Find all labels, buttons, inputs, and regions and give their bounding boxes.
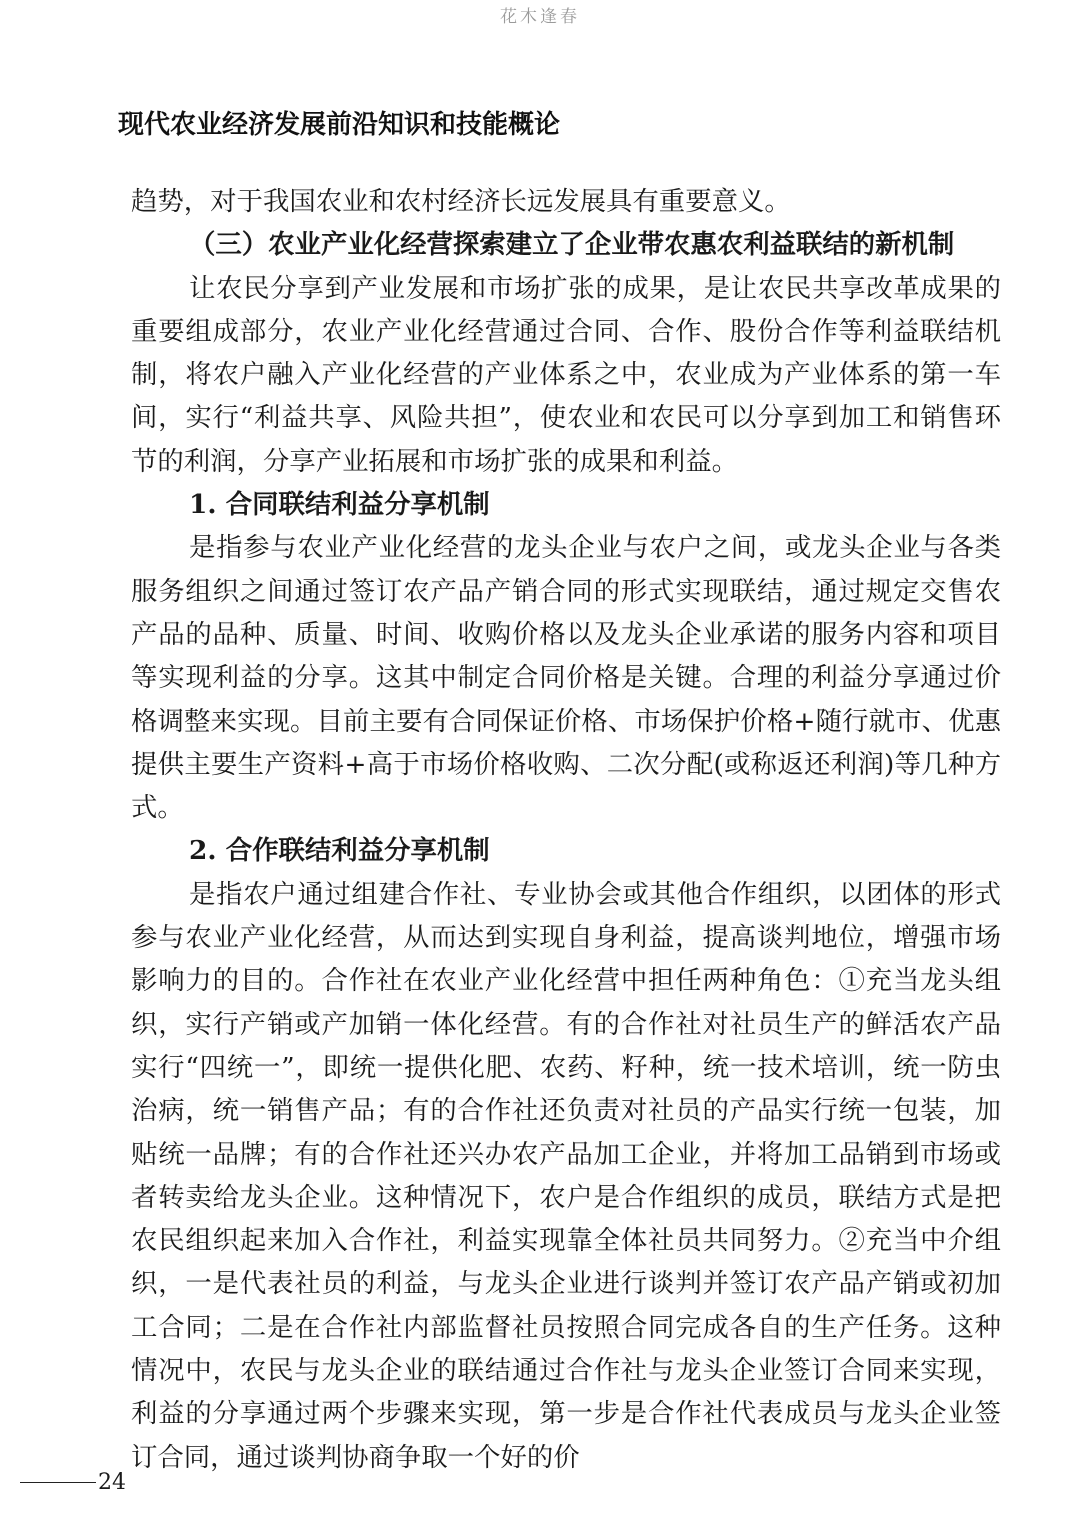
page-number-rule [20,1482,96,1483]
running-head: 现代农业经济发展前沿知识和技能概论 [118,110,561,140]
watermark: 花木逢春 [500,7,580,27]
paragraph: 是指参与农业产业化经营的龙头企业与农户之间，或龙头企业与各类服务组织之间通过签订农产品产销合同的形式实现联结，通过规定交售农产品的品种、质量、时间、收购价格以及龙头企业承诺的服务内容和项目等实现利益的分享。这其中制定合同价格是关键。合理的利益分享通过价格调整来实现。目前主要有合同保证价格、市场保护价格+随行就市、优惠提供主要生产资料+高于市场价格收购、二次分配(或称返还利润)等几种方式。 [131,532,1001,824]
paragraph-continuation: 趋势，对于我国农业和农村经济长远发展具有重要意义。 [131,186,791,217]
page-footer [20,1470,126,1495]
page-number: 24 [98,1470,126,1495]
subsection-heading: 1. 合同联结利益分享机制 [189,489,490,521]
paragraph: 是指农户通过组建合作社、专业协会或其他合作组织，以团体的形式参与农业产业化经营，从而达到实现自身利益，提高谈判地位，增强市场影响力的目的。合作社在农业产业化经营中担任两种角色：①充当龙头组织，实行产销或产加销一体化经营。有的合作社对社员生产的鲜活农产品实行“四统一”，即统一提供化肥、农药、籽种，统一技术培训，统一防虫治病，统一销售产品；有的合作社还负责对社员的产品实行统一包装，加贴统一品牌；有的合作社还兴办农产品加工企业，并将加工品销到市场或者转卖给龙头企业。这种情况下，农户是合作组织的成员，联结方式是把农民组织起来加入合作社，利益实现靠全体社员共同努力。②充当中介组织，一是代表社员的利益，与龙头企业进行谈判并签订农产品产销或初加工合同；二是在合作社内部监督社员按照合同完成各自的生产任务。这种情况中，农民与龙头企业的联结通过合作社与龙头企业签订合同来实现，利益的分享通过两个步骤来实现，第一步是合作社代表成员与龙头企业签订合同，通过谈判协商争取一个好的价 [131,878,1001,1473]
section-heading: （三）农业产业化经营探索建立了企业带农惠农利益联结的新机制 [189,229,955,261]
subsection-heading: 2. 合作联结利益分享机制 [189,835,490,867]
paragraph: 让农民分享到产业发展和市场扩张的成果，是让农民共享改革成果的重要组成部分，农业产业化经营通过合同、合作、股份合作等利益联结机制，将农户融入产业化经营的产业体系之中，农业成为产业体系的第一车间，实行“利益共享、风险共担”，使农业和农民可以分享到加工和销售环节的利润，分享产业拓展和市场扩张的成果和利益。 [131,272,1001,477]
body-text [131,180,1001,1479]
